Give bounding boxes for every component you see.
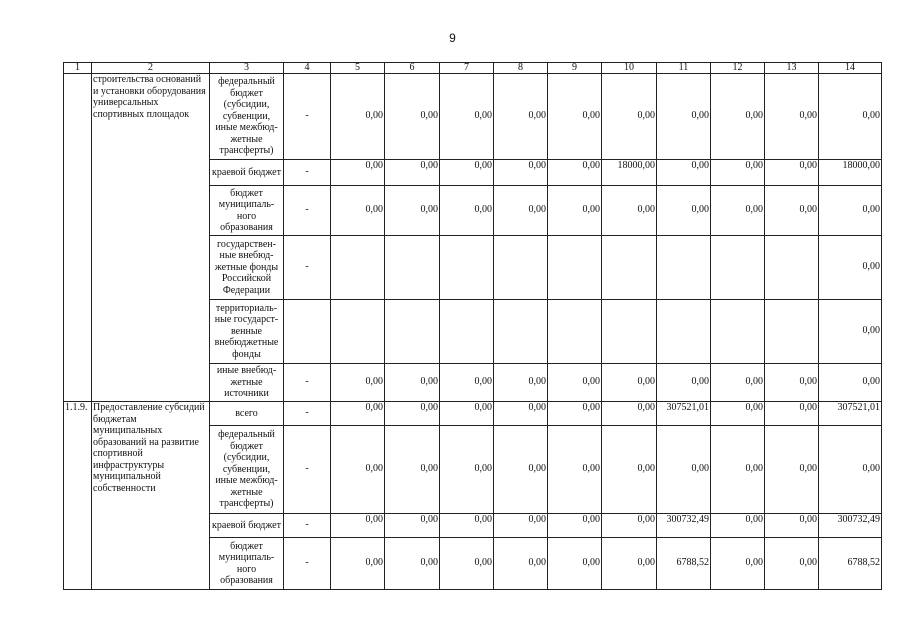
value-cell: 0,00 (331, 426, 385, 514)
column-number-10: 10 (602, 63, 657, 74)
funding-source: краевой бюджет (210, 160, 284, 186)
value-cell: 0,00 (819, 74, 882, 160)
value-cell: 0,00 (657, 74, 711, 160)
value-cell: 0,00 (440, 402, 494, 426)
value-cell: 0,00 (331, 364, 385, 402)
row-number (64, 74, 92, 402)
value-cell: 0,00 (819, 300, 882, 364)
value-cell: 0,00 (765, 538, 819, 590)
dash-cell: - (284, 426, 331, 514)
value-cell: 0,00 (440, 514, 494, 538)
value-cell: 0,00 (494, 402, 548, 426)
dash-cell (284, 300, 331, 364)
dash-cell: - (284, 160, 331, 186)
value-cell: 0,00 (440, 74, 494, 160)
value-cell: 18000,00 (819, 160, 882, 186)
value-cell: 0,00 (602, 402, 657, 426)
value-cell (765, 236, 819, 300)
value-cell: 0,00 (765, 364, 819, 402)
value-cell: 0,00 (385, 364, 440, 402)
value-cell: 0,00 (711, 186, 765, 236)
value-cell: 0,00 (765, 160, 819, 186)
funding-source: государствен-ные внебюд-жетные фонды Российской Федерации (210, 236, 284, 300)
value-cell: 0,00 (819, 364, 882, 402)
dash-cell: - (284, 538, 331, 590)
value-cell: 0,00 (331, 186, 385, 236)
activity-title: строительства оснований и установки оборудования универсальных спортивных площадок (92, 74, 210, 402)
funding-source: всего (210, 402, 284, 426)
column-number-13: 13 (765, 63, 819, 74)
value-cell: 0,00 (711, 538, 765, 590)
value-cell: 0,00 (765, 402, 819, 426)
value-cell: 0,00 (494, 514, 548, 538)
column-number-14: 14 (819, 63, 882, 74)
funding-source: территориаль-ные государст-венные внебюджетные фонды (210, 300, 284, 364)
value-cell: 0,00 (819, 236, 882, 300)
table-row (64, 402, 882, 426)
value-cell: 0,00 (548, 402, 602, 426)
column-number-11: 11 (657, 63, 711, 74)
dash-cell: - (284, 186, 331, 236)
column-number-row (64, 63, 882, 74)
activity-title: Предоставление субсидий бюджетам муниципальных образований на развитие спортивной инфраструктуры муниципальной собственности (92, 402, 210, 590)
value-cell: 0,00 (440, 160, 494, 186)
column-number-9: 9 (548, 63, 602, 74)
value-cell: 0,00 (548, 160, 602, 186)
value-cell: 0,00 (819, 186, 882, 236)
value-cell: 0,00 (711, 364, 765, 402)
value-cell: 0,00 (440, 364, 494, 402)
value-cell: 0,00 (602, 426, 657, 514)
value-cell: 0,00 (602, 186, 657, 236)
column-number-3: 3 (210, 63, 284, 74)
value-cell (494, 236, 548, 300)
value-cell: 0,00 (385, 186, 440, 236)
value-cell: 0,00 (765, 514, 819, 538)
value-cell (331, 300, 385, 364)
value-cell: 0,00 (385, 74, 440, 160)
value-cell (602, 300, 657, 364)
column-number-4: 4 (284, 63, 331, 74)
value-cell: 0,00 (548, 364, 602, 402)
funding-source: бюджет муниципаль-ного образования (210, 538, 284, 590)
value-cell: 0,00 (711, 74, 765, 160)
value-cell (711, 300, 765, 364)
value-cell: 307521,01 (657, 402, 711, 426)
value-cell: 0,00 (657, 426, 711, 514)
value-cell (657, 300, 711, 364)
value-cell: 0,00 (385, 514, 440, 538)
value-cell: 0,00 (494, 364, 548, 402)
value-cell: 0,00 (548, 538, 602, 590)
value-cell: 0,00 (494, 426, 548, 514)
row-number: 1.1.9. (64, 402, 92, 590)
value-cell: 0,00 (494, 186, 548, 236)
dash-cell: - (284, 402, 331, 426)
value-cell: 0,00 (494, 74, 548, 160)
value-cell: 0,00 (657, 364, 711, 402)
value-cell: 0,00 (548, 426, 602, 514)
value-cell: 0,00 (440, 538, 494, 590)
dash-cell: - (284, 514, 331, 538)
value-cell: 0,00 (819, 426, 882, 514)
value-cell: 0,00 (548, 514, 602, 538)
value-cell: 300732,49 (657, 514, 711, 538)
value-cell: 6788,52 (657, 538, 711, 590)
funding-source: федеральный бюджет (субсидии, субвенции, иные межбюд-жетные трансферты) (210, 426, 284, 514)
funding-source: краевой бюджет (210, 514, 284, 538)
column-number-6: 6 (385, 63, 440, 74)
value-cell: 0,00 (765, 74, 819, 160)
value-cell: 0,00 (331, 402, 385, 426)
column-number-8: 8 (494, 63, 548, 74)
value-cell: 0,00 (765, 426, 819, 514)
value-cell (711, 236, 765, 300)
value-cell: 18000,00 (602, 160, 657, 186)
value-cell: 0,00 (440, 186, 494, 236)
value-cell (440, 236, 494, 300)
column-number-12: 12 (711, 63, 765, 74)
value-cell (657, 236, 711, 300)
value-cell: 0,00 (494, 538, 548, 590)
funding-source: бюджет муниципаль-ного образования (210, 186, 284, 236)
value-cell: 0,00 (385, 538, 440, 590)
value-cell (602, 236, 657, 300)
value-cell: 307521,01 (819, 402, 882, 426)
value-cell: 0,00 (548, 186, 602, 236)
budget-table (63, 62, 882, 590)
dash-cell: - (284, 74, 331, 160)
value-cell: 0,00 (494, 160, 548, 186)
value-cell (548, 236, 602, 300)
value-cell (331, 236, 385, 300)
value-cell: 300732,49 (819, 514, 882, 538)
value-cell: 0,00 (331, 514, 385, 538)
value-cell: 0,00 (657, 160, 711, 186)
value-cell: 0,00 (602, 538, 657, 590)
value-cell: 0,00 (602, 74, 657, 160)
value-cell: 0,00 (440, 426, 494, 514)
page-number: 9 (449, 31, 456, 45)
dash-cell: - (284, 236, 331, 300)
value-cell: 0,00 (331, 160, 385, 186)
value-cell (440, 300, 494, 364)
column-number-1: 1 (64, 63, 92, 74)
value-cell (548, 300, 602, 364)
value-cell (494, 300, 548, 364)
value-cell: 0,00 (602, 364, 657, 402)
column-number-2: 2 (92, 63, 210, 74)
value-cell: 0,00 (385, 426, 440, 514)
funding-source: федеральный бюджет (субсидии, субвенции, иные межбюд-жетные трансферты) (210, 74, 284, 160)
value-cell: 0,00 (765, 186, 819, 236)
funding-source: иные внебюд-жетные источники (210, 364, 284, 402)
column-number-7: 7 (440, 63, 494, 74)
value-cell: 0,00 (331, 74, 385, 160)
value-cell (385, 236, 440, 300)
value-cell: 0,00 (711, 402, 765, 426)
value-cell: 0,00 (711, 426, 765, 514)
table-row (64, 74, 882, 160)
value-cell: 0,00 (657, 186, 711, 236)
value-cell: 0,00 (711, 160, 765, 186)
value-cell (385, 300, 440, 364)
value-cell: 0,00 (385, 402, 440, 426)
value-cell: 0,00 (548, 74, 602, 160)
value-cell: 0,00 (602, 514, 657, 538)
value-cell: 0,00 (331, 538, 385, 590)
column-number-5: 5 (331, 63, 385, 74)
value-cell (765, 300, 819, 364)
value-cell: 0,00 (711, 514, 765, 538)
value-cell: 0,00 (385, 160, 440, 186)
dash-cell: - (284, 364, 331, 402)
value-cell: 6788,52 (819, 538, 882, 590)
